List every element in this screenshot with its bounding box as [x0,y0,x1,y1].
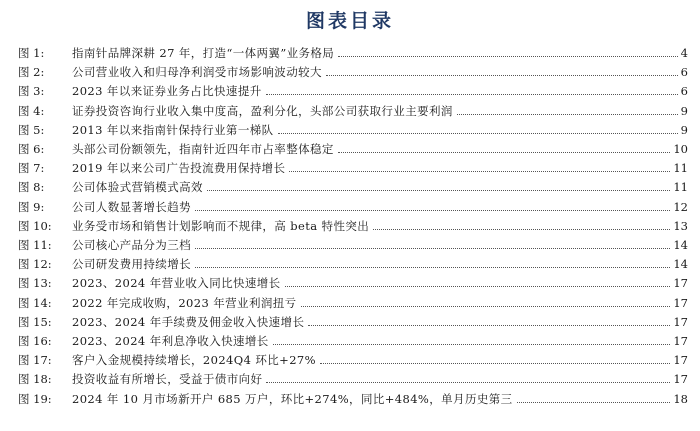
page-number: 11 [670,178,688,196]
dot-leader [457,114,678,115]
toc-entry[interactable] [0,63,700,81]
figure-number: 图 1: [18,46,45,60]
toc-entry[interactable] [0,121,700,139]
dot-leader [326,75,678,76]
dot-leader [278,133,678,134]
figure-caption[interactable]: 公司人数显著增长趋势 [72,199,191,214]
figure-caption[interactable]: 2023、2024 年利息净收入快速增长 [72,334,269,348]
toc-entry[interactable] [0,332,700,350]
figure-number: 图 3: [18,84,45,99]
page-number: 13 [670,217,688,235]
dot-leader [301,306,678,307]
figure-number: 图 2: [18,65,45,80]
figure-caption[interactable]: 2023 年以来证券业务占比快速提升 [72,84,262,99]
page-number: 11 [670,159,688,177]
page-number: 9 [678,102,688,120]
dot-leader [195,248,678,249]
figure-caption[interactable]: 头部公司份额领先，指南针近四年市占率整体稳定 [72,142,334,156]
figure-caption[interactable]: 证券投资咨询行业收入集中度高，盈利分化，头部公司获取行业主要利润 [72,103,453,118]
figure-caption[interactable]: 指南针品牌深耕 27 年，打造“一体两翼”业务格局 [72,46,335,60]
figure-number: 图 15: [18,314,52,329]
toc-entry[interactable] [0,217,700,235]
page-number: 9 [678,121,688,139]
page-number: 17 [670,332,688,350]
page-number: 6 [678,82,688,100]
figure-number: 图 8: [18,180,45,195]
dot-leader [195,210,678,211]
toc-entry[interactable] [0,390,700,408]
page-number: 18 [670,390,688,408]
page-number: 10 [670,140,688,158]
figure-number: 图 19: [18,391,52,406]
page-number: 17 [670,370,688,388]
figure-caption[interactable]: 投资收益有所增长，受益于债市向好 [72,372,263,387]
figure-number: 图 6: [18,142,45,156]
dot-leader [308,325,678,326]
toc-title: 图表目录 [305,10,394,32]
page-number: 17 [670,351,688,369]
figure-number: 图 18: [18,372,52,387]
figure-number: 图 10: [18,218,52,233]
figure-caption[interactable]: 公司体验式营销模式高效 [72,180,203,195]
figure-caption[interactable]: 2024 年 10 月市场新开户 685 万户，环比+274%，同比+484%，单月历史第三 [72,391,513,406]
toc-entry[interactable] [0,198,700,216]
figure-caption[interactable]: 2023、2024 年营业收入同比快速增长 [72,276,281,291]
figure-number: 图 14: [18,295,52,310]
toc-entry[interactable] [0,44,700,62]
toc-entry[interactable] [0,255,700,273]
toc-entry[interactable] [0,274,700,292]
figure-number: 图 5: [18,122,45,137]
page-number: 6 [678,63,688,81]
page-number: 17 [670,274,688,292]
toc-entry[interactable] [0,313,700,331]
page-number: 17 [670,313,688,331]
dot-leader [266,94,678,95]
figure-caption[interactable]: 2013 年以来指南针保持行业第一梯队 [72,122,274,137]
figure-caption[interactable]: 客户入金规模持续增长，2024Q4 环比+27% [72,353,316,368]
dot-leader [338,56,678,57]
toc-entry[interactable] [0,294,700,312]
dot-leader [338,152,678,153]
toc-entry[interactable] [0,178,700,196]
figure-number: 图 17: [18,353,52,368]
dot-leader [320,363,678,364]
toc-entry[interactable] [0,102,700,120]
toc-entry[interactable] [0,159,700,177]
figure-number: 图 13: [18,276,52,291]
toc-entry[interactable] [0,82,700,100]
page-number: 14 [670,236,688,254]
dot-leader [273,344,678,345]
figure-number: 图 9: [18,199,45,214]
figure-number: 图 4: [18,103,45,118]
toc-entry[interactable] [0,140,700,158]
figure-caption[interactable]: 公司营业收入和归母净利润受市场影响波动较大 [72,65,322,80]
figure-caption[interactable]: 业务受市场和销售计划影响而不规律，高 beta 特性突出 [72,218,370,233]
dot-leader [285,286,678,287]
dot-leader [207,190,678,191]
figure-number: 图 16: [18,334,52,348]
dot-leader [517,402,678,403]
figure-caption[interactable]: 公司核心产品分为三档 [72,238,191,252]
page-number: 17 [670,294,688,312]
dot-leader [195,267,678,268]
toc-entry[interactable] [0,370,700,388]
page-number: 12 [670,198,688,216]
figure-number: 图 7: [18,161,45,176]
figure-caption[interactable]: 2022 年完成收购，2023 年营业利润扭亏 [72,295,297,310]
figure-number: 图 11: [18,238,52,252]
page-number: 4 [678,44,688,62]
figure-caption[interactable]: 公司研发费用持续增长 [72,257,191,272]
dot-leader [373,229,678,230]
figure-number: 图 12: [18,257,52,272]
dot-leader [266,382,678,383]
figure-caption[interactable]: 2023、2024 年手续费及佣金收入快速增长 [72,314,305,329]
dot-leader [289,171,678,172]
page-number: 14 [670,255,688,273]
toc-entry[interactable] [0,236,700,254]
figure-caption[interactable]: 2019 年以来公司广告投流费用保持增长 [72,161,286,176]
toc-entry[interactable] [0,351,700,369]
